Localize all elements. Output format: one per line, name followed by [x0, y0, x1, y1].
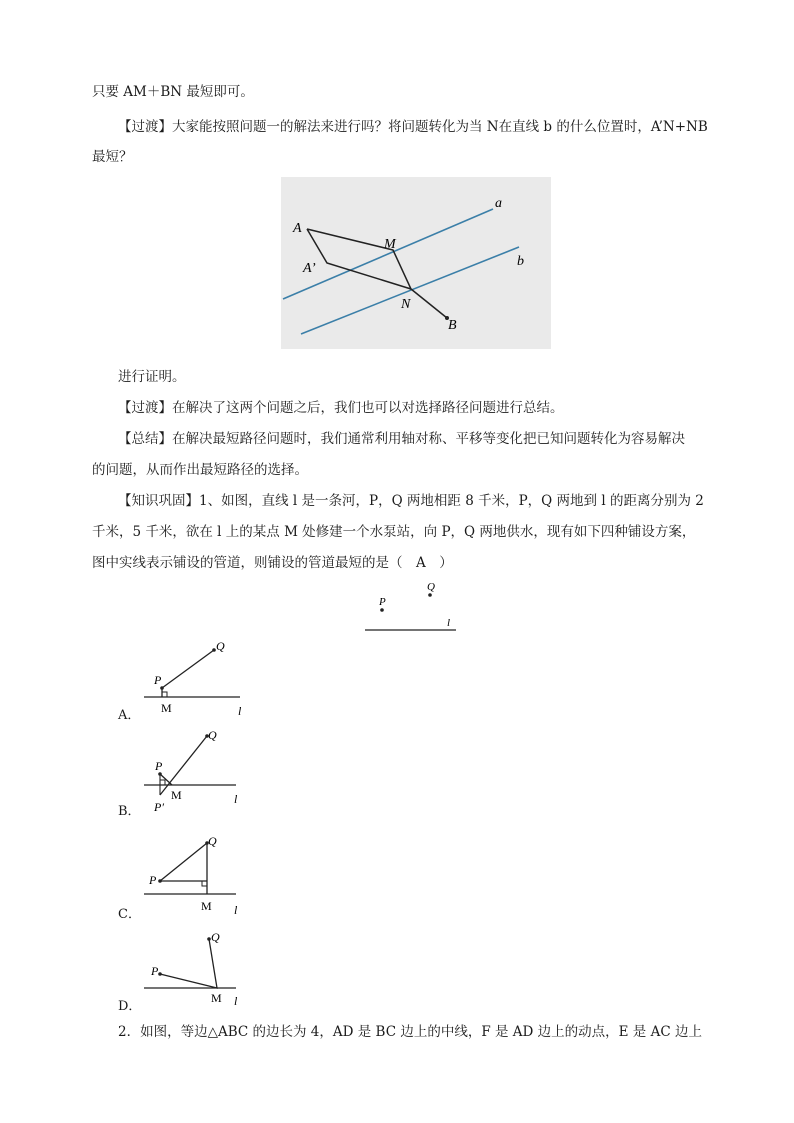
text-line-3: 最短？	[92, 149, 133, 165]
label-Q: Q	[208, 834, 217, 848]
figure-background	[281, 177, 551, 349]
text-line-11: 2．如图，等边△ABC 的边长为 4，AD 是 BC 边上的中线，F 是 AD 边上的动点，E 是 AC 边上	[118, 1024, 702, 1040]
text-line-5: 【过渡】在解决了这两个问题之后，我们也可以对选择路径问题进行总结。	[118, 400, 564, 416]
label-l: l	[447, 617, 451, 629]
figure-rivers-ab	[281, 177, 551, 349]
point-P	[380, 608, 384, 612]
label-A: A	[293, 221, 302, 236]
label-b: b	[517, 254, 524, 269]
label-Q: Q	[427, 581, 435, 593]
label-l: l	[234, 994, 238, 1008]
text-line-9: 千米，5 千米，欲在 l 上的某点 M 处修建一个水泵站，向 P，Q 两地供水，现有如下四种铺设方案，	[92, 524, 696, 540]
label-Q: Q	[211, 930, 220, 944]
option-A-label: A．	[118, 708, 141, 723]
label-M: M	[171, 788, 182, 802]
label-a: a	[495, 196, 502, 211]
point-P	[158, 879, 162, 883]
text-line-10: 图中实线表示铺设的管道，则铺设的管道最短的是（ A ）	[92, 555, 453, 571]
label-B: B	[448, 318, 457, 333]
segment-PQ	[162, 650, 214, 688]
label-P: P	[379, 596, 386, 608]
text-line-6: 【总结】在解决最短路径问题时，我们通常利用轴对称、平移等变化把已知问题转化为容易解决	[118, 431, 685, 447]
option-B-label: B．	[118, 804, 141, 819]
segment-P-prime-Q	[160, 736, 207, 795]
text-line-4: 进行证明。	[118, 369, 186, 385]
label-A-prime: A’	[303, 261, 316, 276]
figure-PQ-line-l	[360, 576, 470, 636]
label-M: M	[201, 899, 212, 913]
text-line-1: 只要 AM＋BN 最短即可。	[92, 84, 254, 100]
label-l: l	[234, 792, 238, 806]
label-M: M	[211, 991, 222, 1005]
label-Q: Q	[208, 728, 217, 742]
label-N: N	[401, 297, 411, 312]
label-P: P	[149, 873, 157, 887]
option-C-label: C．	[118, 907, 141, 922]
point-P	[158, 972, 162, 976]
label-P: P	[151, 964, 159, 978]
option-A-figure	[138, 636, 253, 718]
option-D-label: D．	[118, 999, 142, 1014]
text-line-2: 【过渡】大家能按照问题一的解法来进行吗？将问题转化为当 N在直线 b 的什么位置时，A’N+NB	[118, 119, 708, 135]
option-C-figure	[138, 830, 253, 920]
option-D-figure	[138, 927, 253, 1012]
option-B-figure	[138, 725, 253, 815]
text-line-7: 的问题，从而作出最短路径的选择。	[92, 462, 308, 478]
label-l: l	[234, 903, 238, 917]
right-angle-mark	[202, 881, 207, 886]
right-angle-mark	[162, 692, 167, 697]
text-line-8: 【知识巩固】1、如图，直线 l 是一条河，P，Q 两地相距 8 千米，P，Q 两地到 l 的距离分别为 2	[118, 493, 704, 509]
label-Q: Q	[216, 639, 225, 653]
segment-PQ	[160, 843, 207, 881]
label-P: P	[154, 673, 162, 687]
label-M: M	[384, 237, 396, 252]
point-Q	[428, 593, 432, 597]
path-P-M-Q	[160, 939, 217, 988]
label-P-prime: P′	[154, 800, 164, 814]
label-M: M	[161, 701, 172, 715]
right-angle-mark	[160, 780, 165, 785]
label-P: P	[155, 759, 163, 773]
label-l: l	[238, 704, 242, 718]
